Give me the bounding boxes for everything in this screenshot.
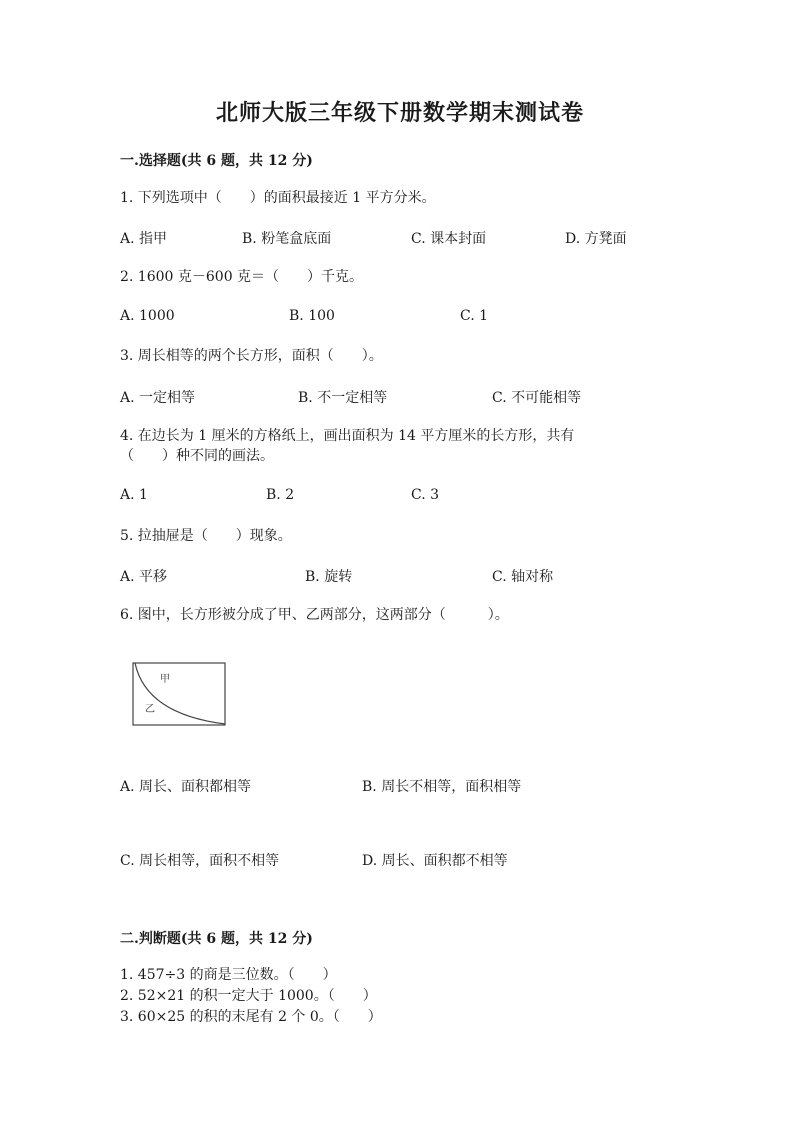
label-jia: 甲 xyxy=(160,674,170,685)
q4-option-a: A. 1 xyxy=(120,487,148,503)
q6-option-a: A. 周长、面积都相等 xyxy=(120,779,252,795)
q1-option-a: A. 指甲 xyxy=(120,231,168,247)
question-3: 3. 周长相等的两个长方形，面积（ ）。 xyxy=(120,348,383,364)
section-heading-choice: 一.选择题(共 6 题，共 12 分) xyxy=(120,153,313,169)
question-4-line-1: 4. 在边长为 1 厘米的方格纸上，画出面积为 14 平方厘米的长方形，共有 xyxy=(120,428,575,444)
q4-option-c: C. 3 xyxy=(411,487,440,503)
judgment-item-2: 2. 52×21 的积一定大于 1000。（ ） xyxy=(120,988,377,1004)
q6-option-d: D. 周长、面积都不相等 xyxy=(362,853,508,869)
q3-option-a: A. 一定相等 xyxy=(120,390,196,406)
q1-option-c: C. 课本封面 xyxy=(411,231,487,247)
q5-option-c: C. 轴对称 xyxy=(492,569,554,585)
q6-option-b: B. 周长不相等，面积相等 xyxy=(362,779,522,795)
q1-option-d: D. 方凳面 xyxy=(565,231,627,247)
question-5: 5. 拉抽屉是（ ）现象。 xyxy=(120,528,292,544)
q6-option-c: C. 周长相等，面积不相等 xyxy=(120,853,280,869)
rectangle-figure xyxy=(132,662,226,726)
q3-option-c: C. 不可能相等 xyxy=(492,390,582,406)
rectangle-diagram xyxy=(132,662,226,726)
page-title: 北师大版三年级下册数学期末测试卷 xyxy=(215,100,584,126)
q5-option-a: A. 平移 xyxy=(120,569,168,585)
judgment-item-3: 3. 60×25 的积的末尾有 2 个 0。（ ） xyxy=(120,1009,382,1025)
section-heading-judgment: 二.判断题(共 6 题，共 12 分) xyxy=(120,931,313,947)
judgment-item-1: 1. 457÷3 的商是三位数。（ ） xyxy=(120,967,337,983)
label-yi: 乙 xyxy=(145,704,155,715)
question-6: 6. 图中，长方形被分成了甲、乙两部分，这两部分（ ）。 xyxy=(120,607,509,623)
q4-option-b: B. 2 xyxy=(266,487,295,503)
q3-option-b: B. 不一定相等 xyxy=(298,390,388,406)
q2-option-c: C. 1 xyxy=(460,308,489,324)
question-2: 2. 1600 克－600 克＝（ ）千克。 xyxy=(120,269,364,285)
q5-option-b: B. 旋转 xyxy=(305,569,353,585)
rectangle-outline xyxy=(133,663,225,725)
q2-option-b: B. 100 xyxy=(289,308,335,324)
q2-option-a: A. 1000 xyxy=(120,308,175,324)
question-1: 1. 下列选项中（ ）的面积最接近 1 平方分米。 xyxy=(120,190,436,206)
question-4-line-2: （ ）种不同的画法。 xyxy=(120,448,274,464)
q1-option-b: B. 粉笔盒底面 xyxy=(242,231,332,247)
